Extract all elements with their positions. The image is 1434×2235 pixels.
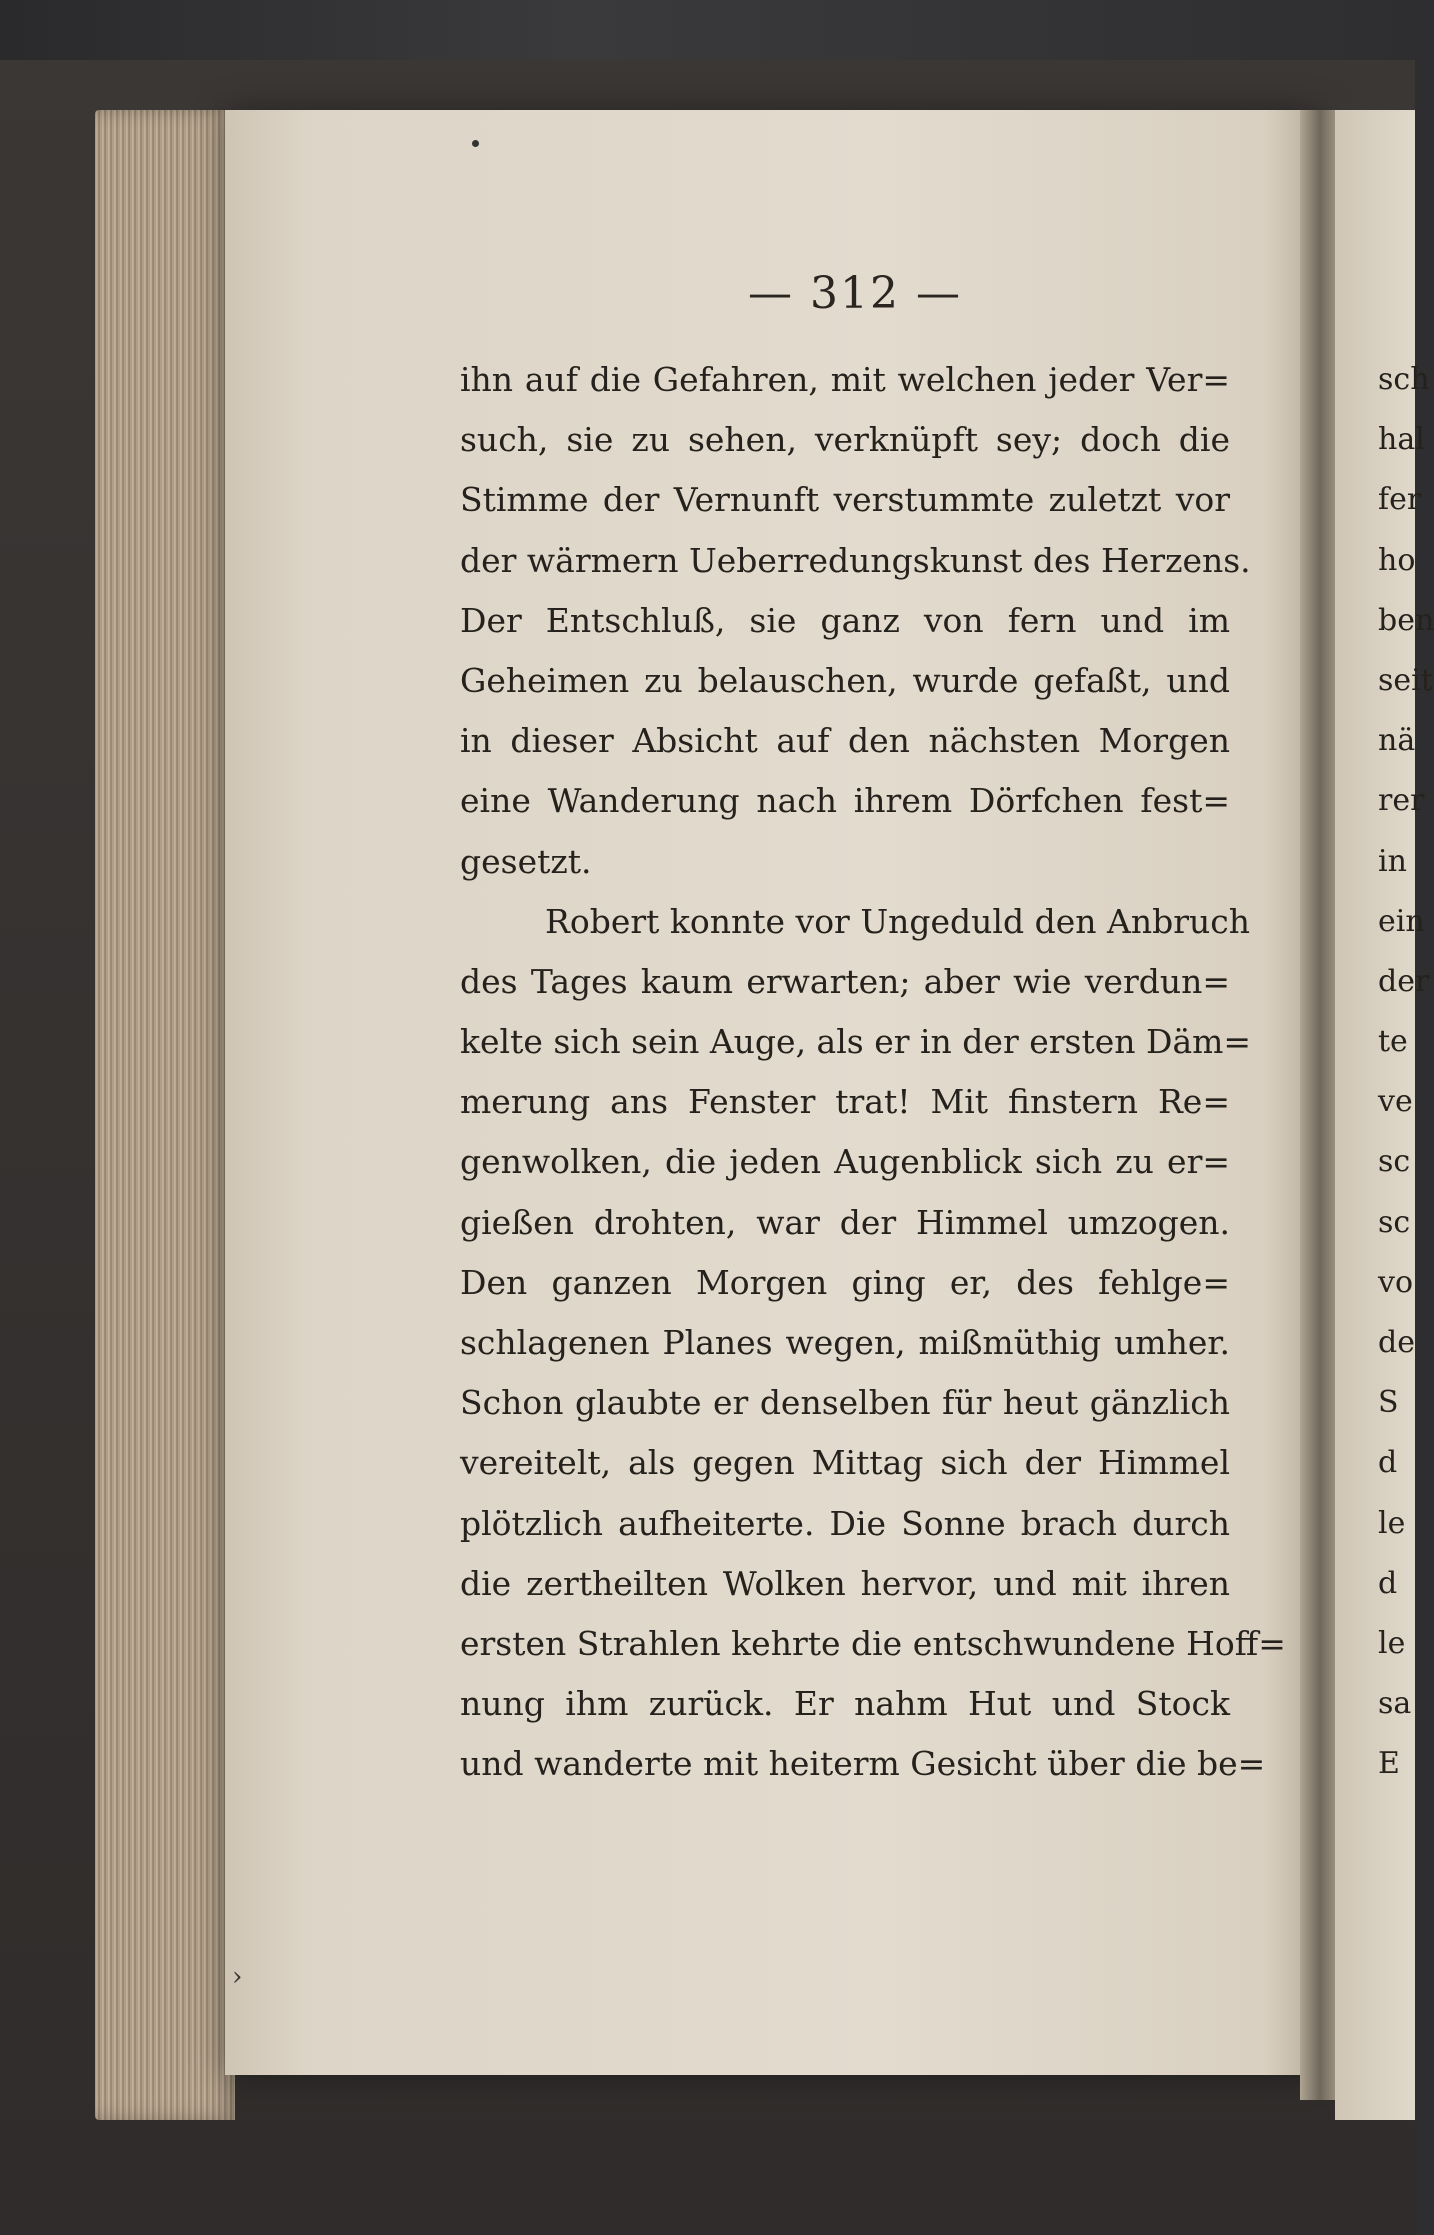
right-page-fragment: sc bbox=[1378, 1204, 1411, 1240]
text-line: des Tages kaum erwarten; aber wie verdun= bbox=[460, 961, 1230, 1001]
text-line: die zertheilten Wolken hervor, und mit ihren bbox=[460, 1563, 1230, 1603]
text-line: Geheimen zu belauschen, wurde gefaßt, und bbox=[460, 660, 1230, 700]
right-page-fragment: ben bbox=[1378, 602, 1434, 638]
right-page-fragment: rer bbox=[1378, 783, 1425, 819]
right-page-fragment: fer bbox=[1378, 482, 1422, 518]
text-line: gießen drohten, war der Himmel umzogen. bbox=[460, 1202, 1230, 1242]
text-line: in dieser Absicht auf den nächsten Morgen bbox=[460, 721, 1230, 761]
page-number: — 312 — bbox=[748, 268, 962, 319]
right-page-fragment: le bbox=[1378, 1505, 1406, 1541]
right-page-fragment: sch bbox=[1378, 362, 1430, 397]
text-line: eine Wanderung nach ihrem Dörfchen fest= bbox=[460, 781, 1230, 821]
right-page-fragment: seit bbox=[1378, 662, 1433, 698]
text-line: ihn auf die Gefahren, mit welchen jeder Ver= bbox=[460, 360, 1230, 399]
book-gutter bbox=[1300, 110, 1340, 2100]
text-line: Robert konnte vor Ungeduld den Anbruch bbox=[545, 901, 1250, 941]
text-line: schlagenen Planes wegen, mißmüthig umher. bbox=[460, 1323, 1230, 1362]
right-page-fragment: d bbox=[1378, 1565, 1398, 1601]
right-page-fragment: de bbox=[1378, 1325, 1415, 1360]
page-edges bbox=[95, 110, 235, 2120]
text-line: vereitelt, als gegen Mittag sich der Himmel bbox=[460, 1443, 1230, 1483]
right-page-text bbox=[1378, 350, 1434, 1795]
right-page-fragment: E bbox=[1378, 1746, 1400, 1782]
margin-mark: › bbox=[232, 1962, 243, 1992]
right-page-fragment: der bbox=[1378, 963, 1430, 999]
right-page-fragment: ho bbox=[1378, 542, 1416, 578]
right-page-fragment: ein bbox=[1378, 903, 1425, 939]
text-line: der wärmern Ueberredungskunst des Herzens. bbox=[460, 540, 1251, 580]
right-page-fragment: d bbox=[1378, 1445, 1398, 1481]
text-line: gesetzt. bbox=[460, 841, 592, 881]
right-page-fragment: le bbox=[1378, 1625, 1406, 1661]
right-page-fragment: in bbox=[1378, 843, 1407, 879]
right-page-fragment: S bbox=[1378, 1385, 1399, 1421]
right-page-fragment: sc bbox=[1378, 1144, 1411, 1180]
text-line: ersten Strahlen kehrte die entschwundene Hoff= bbox=[460, 1623, 1286, 1663]
right-page-fragment: vo bbox=[1378, 1264, 1414, 1300]
right-page-fragment: te bbox=[1378, 1024, 1408, 1060]
text-line: Schon glaubte er denselben für heut gänzlich bbox=[460, 1383, 1230, 1423]
text-line: Den ganzen Morgen ging er, des fehlge= bbox=[460, 1262, 1230, 1302]
right-page-fragment: sa bbox=[1378, 1686, 1412, 1722]
text-line: kelte sich sein Auge, als er in der ersten Däm= bbox=[460, 1022, 1252, 1062]
text-line: und wanderte mit heiterm Gesicht über die be= bbox=[460, 1744, 1266, 1784]
right-page-fragment: nä bbox=[1378, 723, 1416, 759]
body-text bbox=[460, 350, 1286, 1795]
text-line: nung ihm zurück. Er nahm Hut und Stock bbox=[460, 1684, 1230, 1724]
text-line: such, sie zu sehen, verknüpft sey; doch die bbox=[460, 420, 1230, 460]
ink-speck bbox=[472, 140, 479, 147]
text-line: Stimme der Vernunft verstummte zuletzt vor bbox=[460, 480, 1230, 520]
text-line: Der Entschluß, sie ganz von fern und im bbox=[460, 600, 1230, 640]
text-line: merung ans Fenster trat! Mit finstern Re= bbox=[460, 1082, 1230, 1122]
right-page-fragment: ve bbox=[1378, 1084, 1413, 1120]
text-line: plötzlich aufheiterte. Die Sonne brach durch bbox=[460, 1503, 1230, 1543]
text-line: genwolken, die jeden Augenblick sich zu er= bbox=[460, 1142, 1230, 1182]
right-page-fragment: hal bbox=[1378, 422, 1425, 458]
